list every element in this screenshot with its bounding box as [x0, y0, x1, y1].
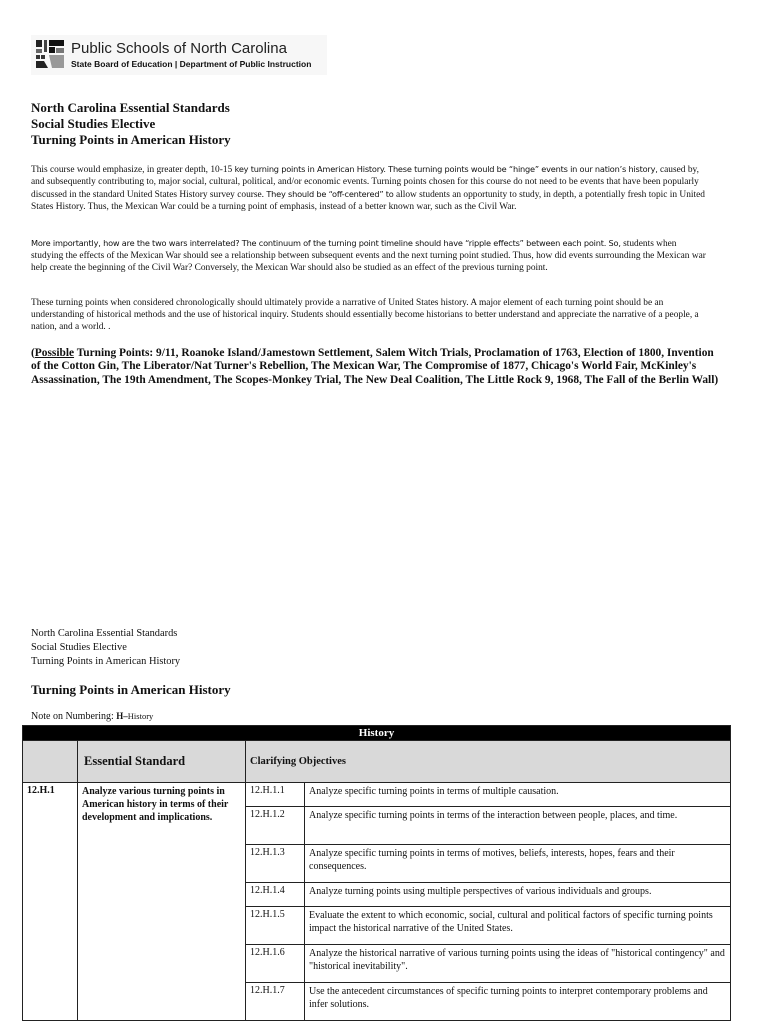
doc-title-line-1: North Carolina Essential Standards — [31, 100, 230, 115]
intro-p1-part-b: caused by, and subsequently contributing to, major social, cultural, political, and/or economic events. Turning points chosen for this course do not need to be events that have been popularly discussed in the standard United States History survey course. — [31, 165, 699, 200]
table-banner-row — [23, 726, 731, 741]
numbering-note-dash: – — [123, 711, 128, 721]
possible-turning-points — [31, 347, 721, 387]
table-header-row — [23, 741, 731, 783]
intro-p1-handwritten-2: They should be “off-centered” to — [266, 189, 394, 199]
objective-text: Analyze the historical narrative of various turning points using the ideas of "historical contingency" and "historical inevitability". — [305, 945, 731, 983]
page-2-header-line-3: Turning Points in American History — [31, 656, 181, 667]
intro-paragraph-3: These turning points when considered chronologically should ultimately provide a narrative of United States history. A major element of each turning point should be an understanding of historical methods and the use of historical inquiry. Students should essentially become historians to better understand and appreciate the narrative of a people, a nation, and a world. . — [31, 298, 699, 332]
org-name: Public Schools of North Carolina — [71, 40, 287, 57]
objective-text: Analyze turning points using multiple perspectives of various individuals and groups. — [305, 883, 731, 907]
turning-points-possible-label: Possible — [34, 347, 75, 359]
col-essential-standard: Essential Standard — [78, 741, 246, 783]
objective-text: Use the antecedent circumstances of specific turning points to interpret contemporary problems and infer solutions. — [305, 983, 731, 1021]
objective-text: Evaluate the extent to which economic, social, cultural and political factors of specific turning points impact the historical narrative of the United States. — [305, 907, 731, 945]
objective-text: Analyze specific turning points in terms of motives, beliefs, interests, hopes, fears and their consequences. — [305, 845, 731, 883]
section-title: Turning Points in American History — [31, 682, 231, 697]
numbering-note — [31, 711, 153, 722]
intro-paragraph-1 — [31, 163, 711, 213]
objective-code: 12.H.1.2 — [246, 807, 305, 845]
standard-code: 12.H.1 — [23, 783, 78, 1021]
intro-p2-handwritten: More importantly, how are the two wars interrelated? The continuum of the turning point timeline should have “ripple effects” between each point. So, — [31, 238, 621, 248]
document-title-block — [31, 100, 231, 148]
page-2-header-line-2: Social Studies Elective — [31, 642, 127, 653]
objective-code: 12.H.1.1 — [246, 783, 305, 807]
intro-paragraph-2 — [31, 237, 711, 274]
header-blank-cell — [23, 741, 78, 783]
turning-points-list: Turning Points: 9/11, Roanoke Island/Jamestown Settlement, Salem Witch Trials, Proclamation of 1763, Election of 1800, Invention of the Cotton Gin, The Liberator/Nat Turner's Rebellion, The Mexican War, The Compromise of 1877, Chicago's World Fair, McKinley's Assassination, The 19th Amendment, The Scopes-Monkey Trial, The New Deal Coalition, The Little Rock 9, 1968, The Fall of the Berlin Wall) — [31, 347, 719, 386]
objective-code: 12.H.1.5 — [246, 907, 305, 945]
table-row — [23, 783, 731, 807]
standard-text: Analyze various turning points in American history in terms of their development and implications. — [78, 783, 246, 1021]
objective-code: 12.H.1.6 — [246, 945, 305, 983]
numbering-note-value: History — [127, 711, 154, 721]
intro-p2-rest: students when studying the effects of the Mexican War should see a relationship between subsequent events and the next turning point studied. Thus, how did events surrounding the Mexican war help create the beginning of the Civil War? Conversely, the Mexican War should also be studied as an effect of the previous turning point. — [31, 239, 706, 273]
col-clarifying-objectives: Clarifying Objectives — [246, 741, 731, 783]
doc-title-line-3: Turning Points in American History — [31, 132, 231, 147]
objective-text: Analyze specific turning points in terms of the interaction between people, places, and time. — [305, 807, 731, 845]
intro-p1-part-a: This course would emphasize, in greater depth, 10-15 — [31, 165, 235, 175]
objective-code: 12.H.1.4 — [246, 883, 305, 907]
doc-title-line-2: Social Studies Elective — [31, 116, 156, 131]
numbering-note-code: H — [116, 711, 124, 721]
standards-table — [22, 725, 731, 1021]
objective-code: 12.H.1.7 — [246, 983, 305, 1021]
intro-p1-handwritten-1: key turning points in American History. These turning points would be “hinge” events in our nation’s history, — [234, 164, 658, 174]
nc-dpi-logo-icon — [34, 38, 66, 70]
objective-code: 12.H.1.3 — [246, 845, 305, 883]
intro-p1-part-c: allow students an opportunity to study, in depth, a potentially fresh topic in United States History. Thus, the Mexican War could be a turning point of emphasis, instead of a better known war, such as the Civil War. — [31, 190, 705, 212]
table-banner: History — [23, 726, 731, 741]
numbering-note-label: Note on Numbering: — [31, 711, 117, 722]
turning-points-open-paren: ( — [31, 347, 35, 359]
objective-text: Analyze specific turning points in terms of multiple causation. — [305, 783, 731, 807]
page-2-header-line-1: North Carolina Essential Standards — [31, 628, 178, 639]
page-2-header — [31, 627, 180, 669]
dpi-logo-block — [31, 35, 327, 75]
org-subtitle: State Board of Education | Department of Public Instruction — [71, 59, 312, 69]
